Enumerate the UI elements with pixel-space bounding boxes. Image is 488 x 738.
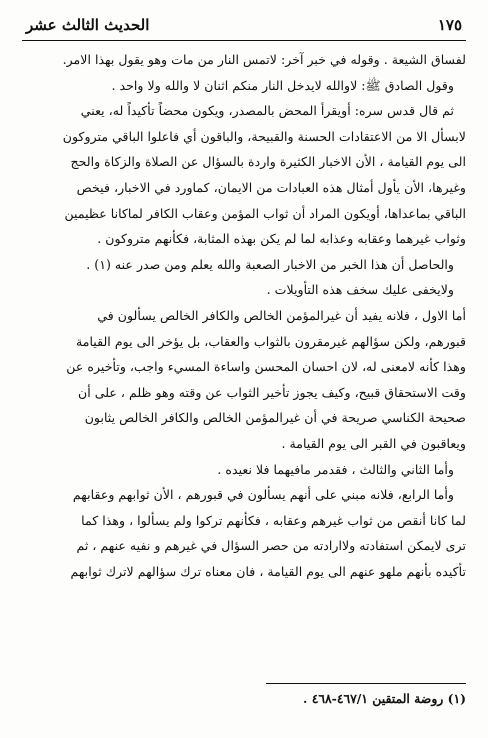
- text-line: لفساق الشيعة . وقوله في خبر آخر: لاتمس النار من مات وهو يقول بهذا الامر.: [62, 52, 466, 67]
- text-line: وهذا كأنه لامعنى له، لان احسان المحسن واساءة المسيء واجب، وتأخيره عن: [66, 359, 466, 375]
- running-header: [22, 14, 466, 41]
- text-line: ولايخفى عليك سخف هذه التأويلات .: [266, 282, 454, 298]
- body-text: [22, 47, 466, 584]
- chapter-title: الحديث الثالث عشر: [26, 16, 150, 34]
- text-line: وقت الاستحقاق قبيح، وكيف يجوز تأخير الثواب عن وقته وهو ظلم ، على أن: [77, 384, 466, 400]
- text-line: وقول الصادق ﷺ: لاوالله لايدخل النار منكم اثنان لا والله ولا واحد .: [111, 77, 454, 93]
- text-line: ثم قال قدس سره: أويقرأ المحض بالمصدر، ويكون محضاً تأكيداً له، يعني: [80, 103, 454, 119]
- text-line: والحاصل أن هذا الخبر من الاخبار الصعبة والله يعلم ومن صدر عنه (١) .: [86, 256, 454, 272]
- footnote-divider: [266, 683, 466, 684]
- page-number: ١٧٥: [437, 16, 462, 34]
- text-line: أما الاول ، فلانه يفيد أن غيرالمؤمن الخالص والكافر الخالص يسألون في: [97, 307, 466, 323]
- text-line: لابسأل الا من الاعتقادات الحسنة والقبيحة، والباقون أي فاعلوا الباقي متروكون: [62, 128, 466, 144]
- footnote: (١) روضة المتقين ٤٦٧/١-٤٦٨ .: [303, 691, 466, 706]
- text-line: لما كانا أنقص من ثواب غيرهم وعقابه ، فكأنهم تركوا ولم يسألوا ، وهذا كما: [81, 512, 466, 528]
- text-line: وغيرها، الأن يأول أمثال هذه العبادات من الايمان، كماورد في الاخبار، فيخص: [76, 179, 466, 195]
- text-line: وأما الثاني والثالث ، فقدمر مافيهما فلا نعيده .: [217, 461, 454, 477]
- text-line: ترى لايمكن استفادته ولاارادته من حصر السؤال في غيرهم و نفيه عنهم ، ثم: [76, 538, 466, 554]
- text-line: قبورهم، ولكن سؤالهم غيرمقرون بالثواب والعقاب، بل يؤخر الى يوم القيامة: [75, 333, 466, 349]
- text-line: صحيحة الكناسي صريحة في أن غيرالمؤمن الخالص والكافر الخالص يثابون: [84, 410, 466, 426]
- text-line: تأكيده بأنهم ملهو عنهم الى يوم القيامة ، فان معناه ترك سؤالهم لاترك ثوابهم: [70, 563, 466, 579]
- text-line: وثواب غيرهما وعقابه وعذابه لما لم يكن بهذه المثابة، فكأنهم متروكون .: [97, 231, 466, 247]
- text-line: الباقي بماعداها، أويكون المراد أن ثواب المؤمن وعقاب الكافر لماكانا عظيمين: [64, 205, 466, 221]
- text-line: ويعاقبون في القبر الى يوم القيامة .: [281, 435, 466, 451]
- text-line: الى يوم القيامة ، الأن الاخبار الكثيرة واردة بالسؤال عن الصلاة والزكاة والحج: [70, 154, 466, 170]
- text-line: وأما الرابع، فلانه مبني على أنهم يسألون في قبورهم ، الأن ثوابهم وعقابهم: [72, 487, 454, 503]
